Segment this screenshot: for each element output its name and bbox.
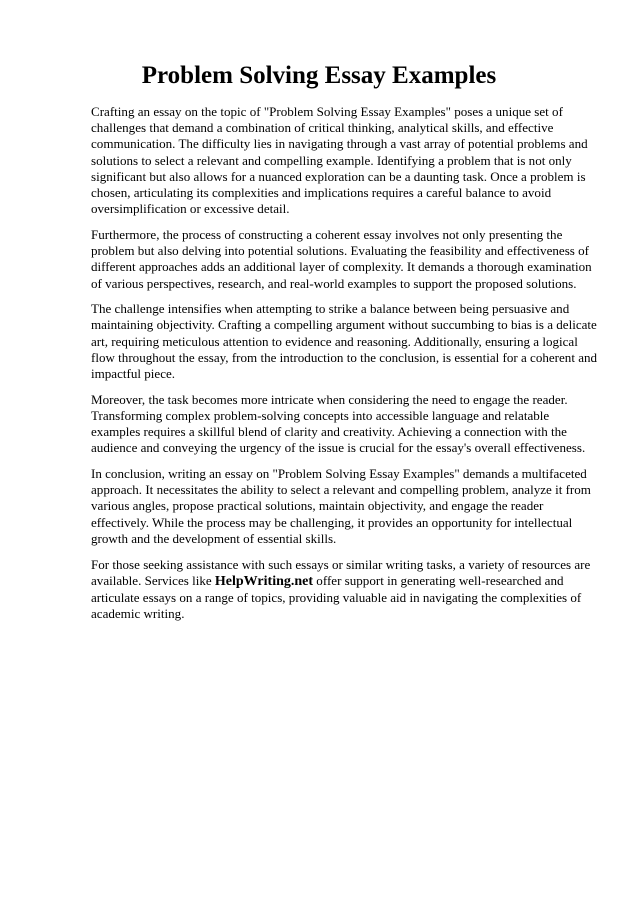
paragraph-3: The challenge intensifies when attempting to strike a balance between being persuasive and maintaining objectivity. Crafting a compelling argument without succumbing to bias is a delicate art, requiring meticulous attention to evidence and reasoning. Additionally, ensuring a logical flow throughout the essay, from the introduction to the conclusion, is essential for a coherent and impactful piece. — [91, 301, 598, 382]
paragraph-6-before: For those seeking assistance with such essays or similar writing tasks, a variety of resources are available. Services like — [91, 556, 591, 588]
paragraph-6-after: offer support in generating well-researched and articulate essays on a range of topics, providing valuable aid in navigating the complexities of academic writing. — [91, 572, 582, 622]
helpwriting-link[interactable]: HelpWriting.net — [214, 573, 314, 589]
document-title: Problem Solving Essay Examples — [141, 62, 497, 89]
paragraph-5: In conclusion, writing an essay on "Problem Solving Essay Examples" demands a multifaceted approach. It necessitates the ability to select a relevant and compelling problem, analyze it from various angles, propose practical solutions, maintain objectivity, and engage the reader effectively. While the process may be challenging, it provides an opportunity for intellectual growth and the development of essential skills. — [91, 466, 591, 546]
document-body — [91, 104, 599, 632]
paragraph-6 — [91, 557, 599, 623]
paragraph-4: Moreover, the task becomes more intricate when considering the need to engage the reader. Transforming complex problem-solving concepts into accessible language and relatable examples requires a skillful blend of clarity and creativity. Achieving a connection with the audience and conveying the urgency of the issue is crucial for the essay's overall effectiveness. — [91, 391, 586, 456]
paragraph-2: Furthermore, the process of constructing a coherent essay involves not only presenting the problem but also delving into potential solutions. Evaluating the feasibility and effectiveness of different approaches adds an additional layer of complexity. It demands a thorough examination of various perspectives, research, and real-world examples to support the proposed solutions. — [91, 226, 592, 291]
paragraph-1: Crafting an essay on the topic of "Problem Solving Essay Examples" poses a unique set of challenges that demand a combination of critical thinking, analytical skills, and effective communication. The difficulty lies in navigating through a vast array of potential problems and solutions to select a relevant and compelling example. Identifying a problem that is not only significant but also allows for a nuanced exploration can be a daunting task. Once a problem is chosen, articulating its complexities and implications requires a careful balance to avoid oversimplification or excessive detail. — [91, 104, 588, 217]
